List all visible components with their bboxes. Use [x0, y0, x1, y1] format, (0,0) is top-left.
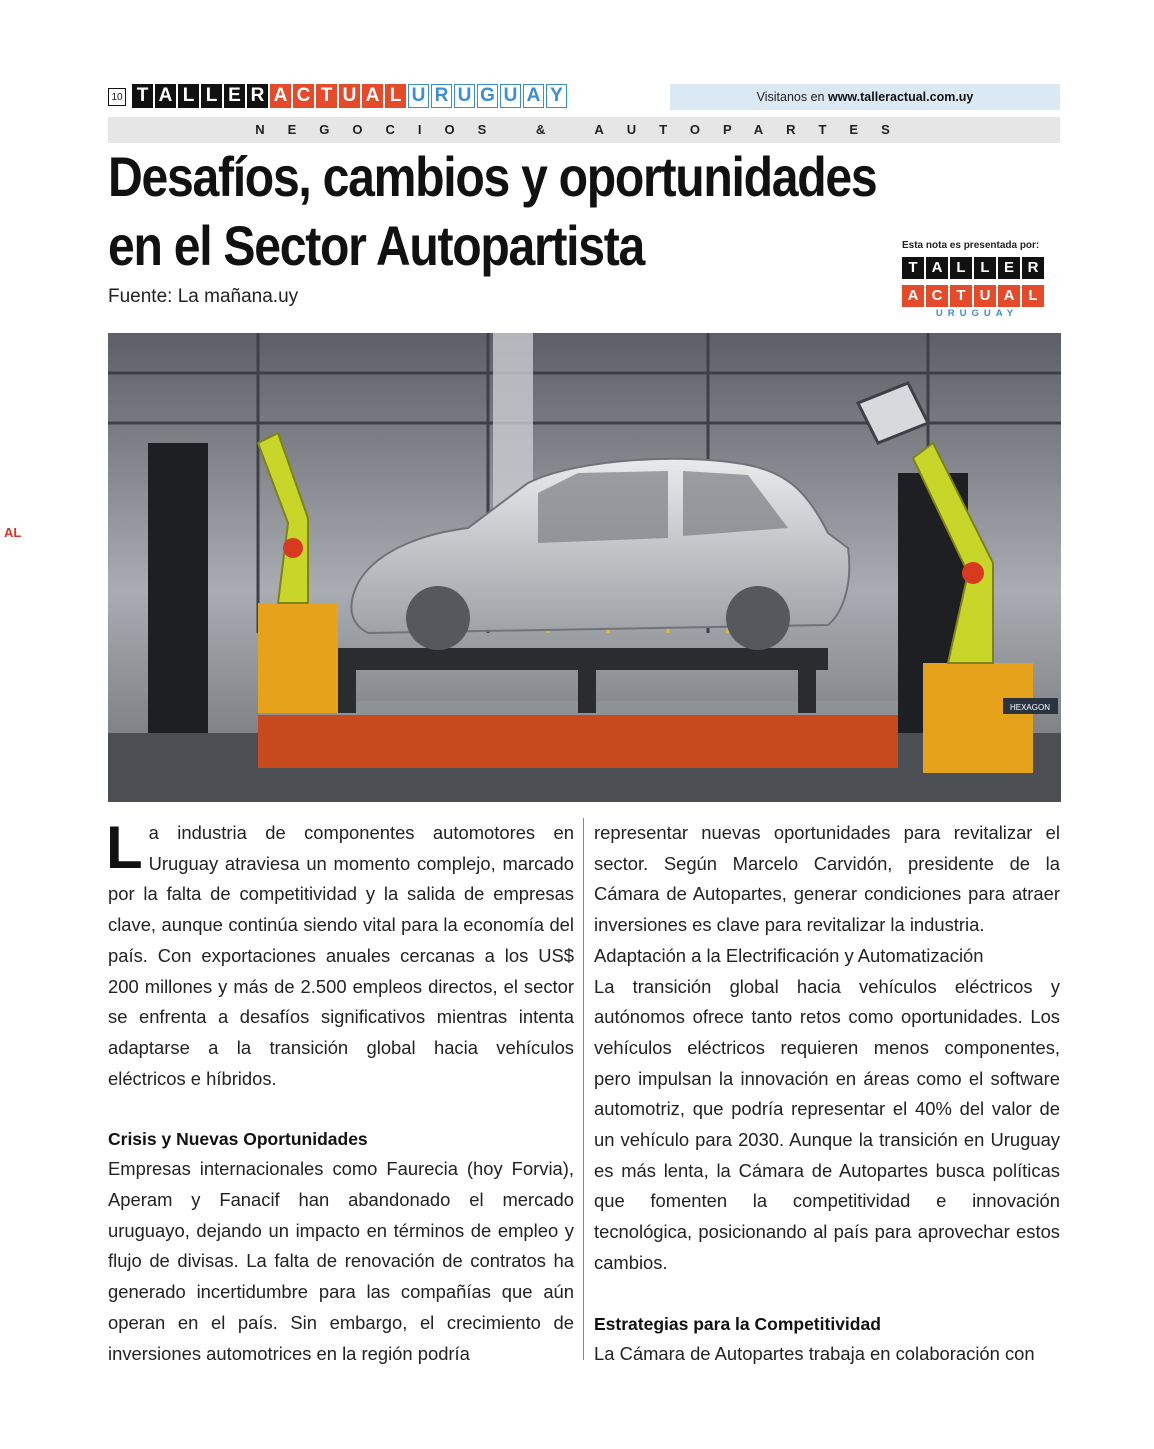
- paragraph-electrification: La transición global hacia vehículos eléctricos y autónomos ofrece tanto retos como oportunidades. Los vehículos eléctricos requieren menos componentes, pero impulsan la innovación en áreas como el software automotriz, que podría representar el 40% del valor de un vehículo para 2030. Aunque la transición en Uruguay es más lenta, la Cámara de Autopartes busca políticas que fomenten la competitividad e innovación tecnológica, posicionando al país para aprovechar estos cambios.: [594, 975, 1060, 1273]
- brand-letter: R: [431, 84, 452, 108]
- presenter-row-taller: [902, 257, 1062, 279]
- brand-letter: U: [339, 84, 360, 108]
- presenter-letter: C: [926, 285, 948, 307]
- subheading-electrification: Adaptación a la Electrificación y Automatización: [594, 944, 984, 966]
- article-column-right: [594, 818, 1060, 1369]
- paragraph-opportunities: representar nuevas oportunidades para revitalizar el sector. Según Marcelo Carvidón, presidente de la Cámara de Autopartes, generar condiciones para atraer inversiones es clave para revitalizar la industria.: [594, 822, 1060, 936]
- brand-letter: L: [385, 84, 406, 108]
- article-column-left: [106, 814, 574, 1369]
- brand-letter: C: [293, 84, 314, 108]
- brand-letter: A: [362, 84, 383, 108]
- article-photo: [108, 333, 1061, 802]
- paragraph-crisis: Empresas internacionales como Faurecia (hoy Forvia), Aperam y Fanacif han abandonado el mercado uruguayo, dejando un impacto en términos de empleo y flujo de divisas. La falta de renovación de contratos ha generado incertidumbre para las compañías que aún operan en el país. Sin embargo, el crecimiento de inversiones automotrices en la región podría: [108, 1158, 574, 1364]
- presenter-letter: A: [926, 257, 948, 279]
- presenter-letter: E: [998, 257, 1020, 279]
- presenter-letter: A: [998, 285, 1020, 307]
- presenter-country: URUGUAY: [935, 308, 1019, 319]
- paragraph-intro: [106, 814, 574, 1094]
- presenter-letter: R: [1022, 257, 1044, 279]
- section-bar: NEGOCIOS & AUTOPARTES: [108, 117, 1060, 143]
- presenter-letter: L: [974, 257, 996, 279]
- source-value: : La mañana.uy: [167, 286, 299, 307]
- presenter-letter: T: [902, 257, 924, 279]
- brand-letter: U: [408, 84, 429, 108]
- presenter-letter: T: [950, 285, 972, 307]
- drop-cap: L: [106, 814, 143, 881]
- factory-illustration: [108, 333, 1061, 802]
- brand-letter: T: [132, 84, 153, 108]
- presenter-label: Esta nota es presentada por:: [902, 240, 1040, 251]
- presenter-row-actual: [902, 285, 1062, 307]
- paragraph-intro-text: a industria de componentes automotores en Uruguay atraviesa un momento complejo, marcado por la falta de competitividad y la salida de empresas clave, aunque continúa siendo vital para la economía del país. Con exportaciones anuales cercanas a los US$ 200 millones y más de 2.500 empleos directos, el sector se enfrenta a desafíos significativos mientras intenta adaptarse a la transición global hacia vehículos eléctricos e híbridos.: [108, 822, 574, 1089]
- brand-letter: U: [454, 84, 475, 108]
- visit-prefix: Visitanos en: [756, 90, 828, 104]
- page-header: [108, 84, 1060, 110]
- presenter-letter: U: [974, 285, 996, 307]
- presenter-letter: L: [950, 257, 972, 279]
- visit-url-link[interactable]: www.talleractual.com.uy: [827, 90, 974, 104]
- brand-letter: E: [224, 84, 245, 108]
- heading-strategy: Estrategias para la Competitividad: [594, 1313, 881, 1334]
- brand-letter: G: [477, 84, 498, 108]
- brand-letter: A: [523, 84, 544, 108]
- hexagon-logo-text: HEXAGON: [1009, 703, 1051, 712]
- paragraph-strategy: La Cámara de Autopartes trabaja en colaboración con: [594, 1342, 1035, 1364]
- brand-logo: [132, 84, 567, 108]
- side-mark: AL: [4, 525, 22, 540]
- page-number: 10: [108, 88, 126, 106]
- article-title: Desafíos, cambios y oportunidades en el Sector Autopartista: [108, 145, 877, 277]
- heading-crisis: Crisis y Nuevas Oportunidades: [108, 1129, 368, 1150]
- brand-letter: Y: [546, 84, 567, 108]
- article-source: [108, 286, 298, 308]
- brand-letter: U: [500, 84, 521, 108]
- visit-banner: [670, 84, 1060, 110]
- brand-letter: T: [316, 84, 337, 108]
- column-divider: [583, 818, 584, 1360]
- brand-letter: A: [270, 84, 291, 108]
- presenter-letter: A: [902, 285, 924, 307]
- brand-letter: A: [155, 84, 176, 108]
- brand-letter: L: [201, 84, 222, 108]
- brand-letter: R: [247, 84, 268, 108]
- presenter-logo: [902, 240, 1062, 319]
- source-label: Fuente: [108, 286, 168, 307]
- brand-letter: L: [178, 84, 199, 108]
- presenter-letter: L: [1022, 285, 1044, 307]
